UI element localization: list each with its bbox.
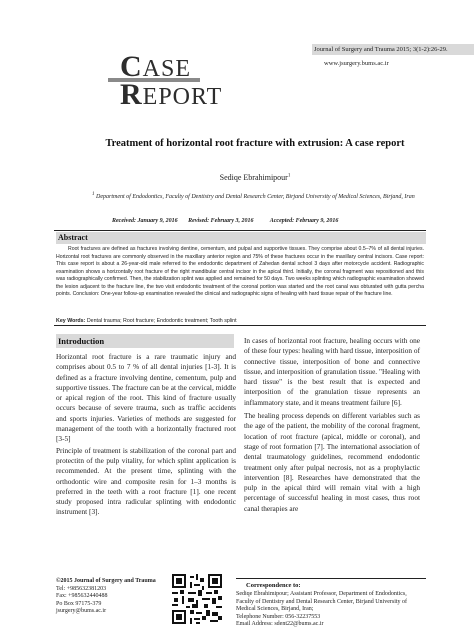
accepted-date: Accepted: February 9, 2016 [269,218,339,224]
journal-citation: Journal of Surgery and Trauma 2015; 3(1-2):26-29. [314,46,448,53]
abstract-heading: Abstract [56,232,426,244]
introduction-paragraph-1: Horizontal root fracture is a rare traumatic injury and comprises about 0.5 to 7 % of all dental injuries [1-3]. It is defined as a fracture involving dentine, cementum, pulp and supportive tissues. The fracture can be at the cervical, middle or apical region of the root. This kind of fracture usually occurs because of severe trauma, such as traffic accidents and sports injuries. Varieties of methods are suggested for management of the tooth with a horizontally fractured root [3-5] [56,352,236,444]
correspondence-box [236,578,426,632]
received-date: Received: January 9, 2016 [112,218,178,224]
abstract-text: Root fractures are defined as fractures involving dentine, cementum, and pulpal and supportive tissues. They comprise about 0.5–7% of all dental injuries. Horizontal root fractures are commonly observed in the maxillary anterior region and 75% of these fractures occur in the maxillary central incisors. Case report: This case report is about a 26-year-old male referred to the endodontic department of Zahedan dental school 3 days after motorcycle accident. Radiographic examination shows a horizontally root fracture of the right mandibular central incisor in the apical third. Initially, the coronal fragment was repositioned and this was radiographically confirmed. Then, the stabilization splint was applied and remained for 50 days. Two weeks splinting which radiographic examination showed the lesion adjacent to the fracture line, the two visit endodontic treatment of the coronal portion was started and the root canal was obturated with gutta percha points. Conclusion: One-year follow-up examination revealed the clinical and radiographic signs of healing with hard tissue repair of the fracture line. [56,246,424,297]
journal-tel: Tel: +985632381203 [56,585,107,592]
logo-case-text: CASE [120,50,192,83]
right-column-text [244,336,420,514]
correspondence-text: Sediqe Ebrahimipour; Assistant Professor, Department of Endodontics, Faculty of Dentistry and Dental Research Center, Birjand University of Medical Sciences, Birjand, Iran; [236,591,408,613]
author-affiliation: $^1$ Department of Endodontics, Faculty of Dentistry and Dental Research Center, Birjand University of Medical Sciences, Birjand, Iran [92,192,415,200]
correspondence-heading: Correspondence to: [246,582,301,589]
article-author: Sediqe Ebrahimipour$^1$ [219,173,291,182]
keywords-list: Dental trauma; Root fracture; Endodontic treatment; Tooth splint [86,318,237,324]
right-paragraph-2: The healing process depends on different variables such as the age of the patient, the mobility of the coronal fragment, location of root fracture (apical, middle or coronal), and stage of root formation [7]. The international association of dental traumatology guidelines, recommend endodontic treatment only after pulpal necrosis, not as a prophylactic intervention [8]. Researches have demonstrated that the pulp in the apical third will remain vital with a high percentage of successful healing in most cases, thus root canal therapies are [244,411,420,513]
right-paragraph-1: In cases of horizontal root fracture, healing occurs with one of these four types: healing with hard tissue, interposition of connective tissue, interposition of bone and connective tissue, and interposition of granulation tissue. "Healing with hard tissue" is the best result that is expected and interposition of the granulation tissue represents an inflammatory state, and it means treatment failure [6]. [244,336,420,407]
revised-date: Revised: February 3, 2016 [188,218,254,224]
correspondence-email[interactable]: Email Address: sdent22@bums.ac.ir [236,621,324,628]
introduction-paragraph-2: Principle of treatment is stabilization of the coronal part and protectitn of the pulp vitality, for which splint application is recommended. At the present time, splinting with the orthodontic wire and composite resin for 1–3 months is preferred in the teeth with a root fracture [1]. one recent study proposed intra radicular splinting with endodontic instrument [3]. [56,445,236,517]
copyright-line: ©2015 Journal of Surgery and Trauma [56,578,156,584]
journal-contact [56,578,166,616]
introduction-heading: Introduction [56,334,234,348]
correspondence-phone: Telephone Number: 056-32237553 [236,613,321,620]
article-title: Treatment of horizontal root fracture with extrusion: A case report [105,138,405,149]
journal-email[interactable]: jsurgery@bums.ac.ir [56,608,107,615]
qr-code-icon [172,574,222,624]
keywords-label: Key Words: [56,318,86,324]
journal-pobox: Po Box 97175-379 [56,600,102,607]
journal-url[interactable]: www.jsurgery.bums.ac.ir [324,60,389,67]
journal-fax: Fax: +985632440488 [56,593,108,600]
article-dates [112,218,338,224]
keywords [56,318,424,324]
introduction-text [56,352,236,518]
logo-report-text: REPORT [120,78,223,111]
journal-logo [108,50,223,112]
